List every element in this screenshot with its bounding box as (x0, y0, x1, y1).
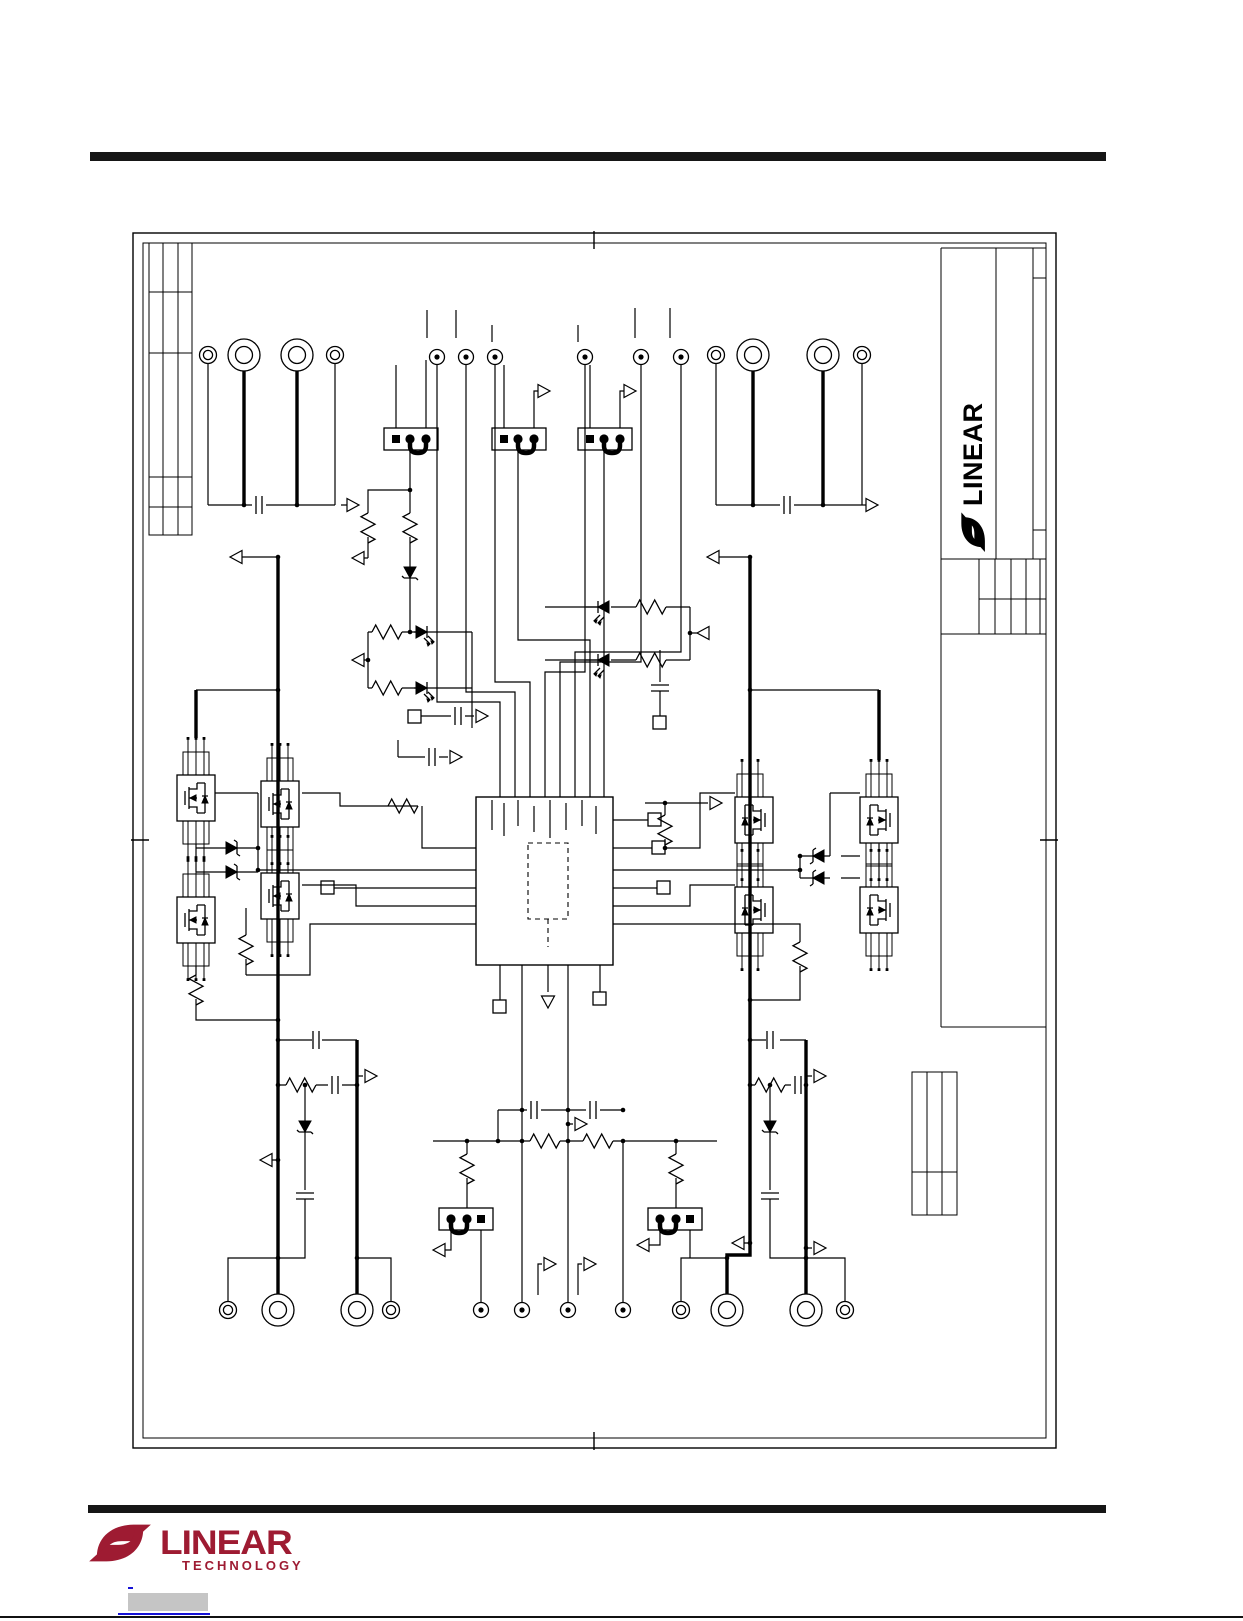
pin-terminal (616, 1303, 631, 1318)
link-tick (128, 1587, 133, 1589)
pin-terminal (578, 350, 593, 365)
capacitor-icon (429, 748, 435, 766)
zener-diode-icon (220, 840, 243, 856)
pin-terminal (515, 1303, 530, 1318)
net-arrow-icon (352, 654, 364, 667)
pin-terminal (430, 350, 445, 365)
ic-exposed-pad (528, 843, 568, 919)
title-block-logo (958, 403, 988, 553)
mosfet-icon (177, 775, 215, 821)
capacitor-icon (531, 1101, 537, 1119)
turret-terminal (281, 339, 313, 371)
capacitor-icon (651, 685, 669, 691)
power-bus-traces (196, 371, 879, 1294)
zener-diode-icon (762, 1115, 778, 1138)
turret-terminal (341, 1294, 373, 1326)
capacitor-icon (256, 496, 262, 514)
capacitor-icon (761, 1193, 779, 1199)
pin-stubs (866, 849, 892, 887)
mosfet-icon (261, 781, 299, 827)
resistor-icon (372, 681, 402, 695)
company-logo (88, 1516, 304, 1572)
pad-icon (653, 716, 666, 729)
turret-terminal (790, 1294, 822, 1326)
net-arrow-icon (450, 751, 462, 764)
pin-stubs (737, 933, 763, 971)
pin-stubs (267, 835, 293, 873)
title-block (941, 248, 1046, 1027)
turret-terminal (711, 1294, 743, 1326)
pin-stubs (866, 759, 892, 797)
turret-terminal (383, 1302, 400, 1319)
pin-terminal (459, 350, 474, 365)
net-arrow-icon (347, 499, 359, 512)
mosfet-icon (860, 797, 898, 843)
net-arrow-icon (476, 710, 488, 723)
net-arrow-icon (352, 552, 364, 565)
resistor-icon (372, 625, 402, 639)
net-arrow-icon (538, 385, 550, 398)
net-arrow-icon (866, 499, 878, 512)
resistor-icon (583, 1134, 613, 1148)
pin-stubs (737, 759, 763, 797)
page-bottom-edge (0, 1616, 1243, 1618)
net-arrow-icon (624, 385, 636, 398)
turret-terminal (327, 347, 344, 364)
mosfet-icon (735, 887, 773, 933)
net-arrow-icon (732, 1237, 744, 1250)
central-ic (476, 797, 613, 965)
jumper-header (578, 428, 632, 453)
resistor-icon (530, 1134, 560, 1148)
footer-link[interactable] (118, 1592, 210, 1615)
net-arrow-icon (260, 1154, 272, 1167)
pin-terminal (561, 1303, 576, 1318)
net-arrow-icon (697, 627, 709, 640)
pad-icon (493, 1000, 506, 1013)
brand-subtitle: TECHNOLOGY (182, 1558, 304, 1573)
brand-name: LINEAR (160, 1523, 292, 1562)
jumper-header (648, 1208, 702, 1233)
turret-terminal (807, 339, 839, 371)
zener-diode-icon (807, 870, 830, 886)
net-arrow-icon (637, 1239, 649, 1252)
net-arrow-icon (710, 797, 722, 810)
capacitor-icon (296, 1193, 314, 1199)
redacted-link-box (128, 1593, 208, 1611)
net-arrow-icon (365, 1070, 377, 1083)
title-block-brand: LINEAR (958, 402, 988, 506)
turret-terminal (837, 1302, 854, 1319)
turret-terminal (220, 1302, 237, 1319)
mosfet-bank (177, 737, 898, 981)
jumper-header (492, 428, 546, 453)
mosfet-icon (177, 897, 215, 943)
pin-terminal (488, 350, 503, 365)
capacitor-icon (313, 1031, 319, 1049)
jumper-header (384, 428, 438, 453)
capacitor-icon (767, 1031, 773, 1049)
pin-terminal (674, 350, 689, 365)
turret-terminal (737, 339, 769, 371)
junction-dots (242, 488, 826, 1261)
pin-stubs (267, 919, 293, 957)
net-arrow-icon (544, 1258, 556, 1271)
bottom-terminals (220, 1294, 854, 1326)
capacitor-icon (332, 1076, 338, 1094)
turret-terminal (228, 339, 260, 371)
turret-terminal (200, 347, 217, 364)
pin-stubs (183, 859, 209, 897)
footer-rule (88, 1505, 1106, 1513)
passive-components (189, 496, 830, 1199)
resistor-icon (286, 1078, 316, 1092)
pin-terminal (474, 1303, 489, 1318)
capacitor-icon (590, 1101, 596, 1119)
capacitor-icon (784, 496, 790, 514)
jumper-header (439, 1208, 493, 1233)
turret-terminal (673, 1302, 690, 1319)
net-arrow-icon (230, 551, 242, 564)
net-arrow-icon (707, 551, 719, 564)
capacitor-icon (455, 707, 461, 725)
net-arrow-icon (814, 1070, 826, 1083)
turret-terminal (854, 347, 871, 364)
revision-strip (149, 243, 192, 535)
led-icon (414, 626, 439, 646)
pin-terminal (634, 350, 649, 365)
pin-stubs (866, 933, 892, 971)
led-icon (414, 682, 439, 702)
zener-diode-icon (220, 864, 243, 880)
zener-diode-icon (402, 561, 418, 584)
jumper-headers (384, 428, 702, 1233)
mosfet-icon (860, 887, 898, 933)
net-arrow-icon (542, 996, 555, 1008)
pad-icon (408, 710, 421, 723)
zener-diode-icon (297, 1115, 313, 1138)
sheet-frame (131, 231, 1058, 1450)
pin-stubs (183, 737, 209, 775)
pin-stubs (183, 821, 209, 859)
lt-logo-icon (961, 512, 985, 552)
net-arrows (230, 385, 878, 1271)
notes-table (912, 1072, 957, 1215)
net-arrow-icon (814, 1242, 826, 1255)
capacitor-icon (795, 1076, 801, 1094)
mosfet-icon (735, 797, 773, 843)
turret-terminal (708, 347, 725, 364)
top-terminals (200, 339, 871, 371)
mosfet-icon (261, 873, 299, 919)
lt-logo-icon (88, 1516, 154, 1570)
net-arrow-icon (575, 1118, 587, 1131)
test-pads (321, 710, 670, 1013)
pad-icon (593, 992, 606, 1005)
zener-diode-icon (807, 848, 830, 864)
net-arrow-icon (433, 1244, 445, 1257)
pad-icon (321, 881, 334, 894)
pin-stubs (737, 849, 763, 887)
turret-terminal (262, 1294, 294, 1326)
net-arrow-icon (584, 1258, 596, 1271)
pad-icon (657, 881, 670, 894)
pin-stubs (267, 743, 293, 781)
